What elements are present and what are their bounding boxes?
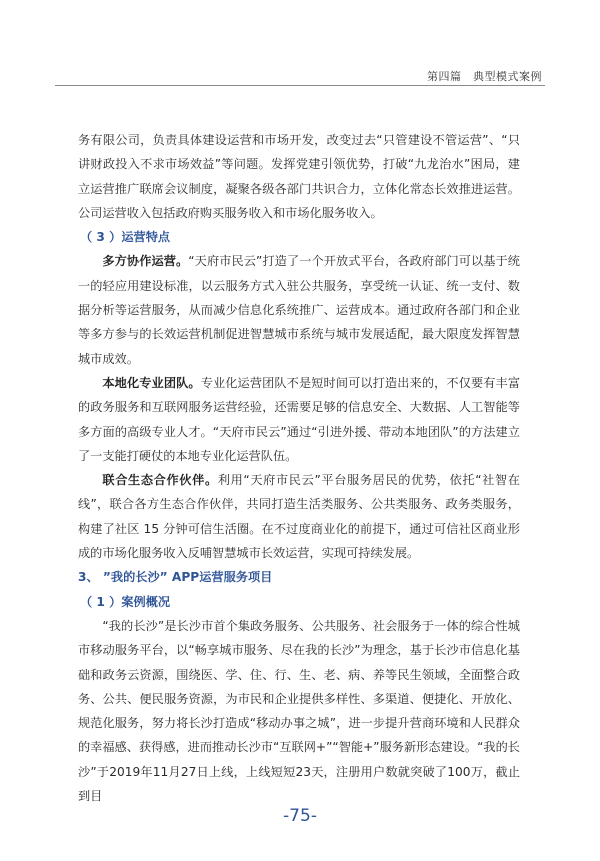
paragraph-body-ecosystem: 利用“天府市民云”平台服务居民的优势，依托“社智在线”，联合各方生态合作伙伴，共同打造生活类服务、公共类服务、政务类服务，构建了社区 15 分钟可信生活圈。在不过度商业化的前提下，通过可信社区商业形成的市场化服务收入反哺智慧城市长效运营，实现可持续发展。 — [78, 473, 520, 561]
paragraph-case-overview: “我的长沙”是长沙市首个集政务服务、公共服务、社会服务于一体的综合性城市移动服务平台，以“畅享城市服务、尽在我的长沙”为理念，基于长沙市信息化基础和政务云资源，围绕医、学、住、行、生、老、病、养等民生领域，全面整合政务、公共、便民服务资源，为市民和企业提供多样性、多渠道、便捷化、开放化、规范化服务，努力将长沙打造成“移动办事之城”，进一步提升营商环境和人民群众的幸福感、获得感，进而推动长沙市“互联网+”“智能+”服务新形态建设。“我的长沙”于2019年11月27日上线，上线短短23天，注册用户数就突破了100万，截止到目 — [78, 618, 520, 804]
paragraph-body-local-team: 专业化运营团队不是短时间可以打造出来的，不仅要有丰富的政务服务和互联网服务运营经验，还需要足够的信息安全、大数据、人工智能等多方面的高级专业人才。“天府市民云”通过“引进外援、带动本地团队”的方法建立了一支能打硬仗的本地专业化运营队伍。 — [78, 375, 521, 463]
paragraph-body-multi-party: “天府市民云”打造了一个开放式平台，各政府部门可以基于统一的轻应用建设标准，以云服务方式入驻公共服务，享受统一认证、统一支付、数据分析等运营服务，从而减少信息化系统推广、运营成本。通过政府各部门和企业等多方参与的长效运营机制促进智慧城市系统与城市发展适配，最大限度发挥智慧城市成效。 — [78, 254, 520, 366]
paragraph-multi-party — [78, 249, 520, 370]
header-divider — [55, 85, 545, 86]
main-content — [78, 128, 520, 808]
paragraph-continuation: 务有限公司，负责具体建设运营和市场开发，改变过去“只管建设不管运营”、“只讲财政投入不求市场效益”等问题。发挥党建引领优势，打破“九龙治水”困局，建立运营推广联席会议制度，凝聚各级各部门共识合力，立体化常态长效推进运营。公司运营收入包括政府购买服务收入和市场化服务收入。 — [78, 133, 520, 220]
section-heading-case-overview: （ 1 ）案例概况 — [80, 594, 171, 609]
section-heading-ops-features: （ 3 ）运营特点 — [80, 230, 171, 245]
section-heading-my-changsha: 3、 ”我的长沙” APP运营服务项目 — [78, 570, 273, 585]
paragraph-local-team — [78, 371, 520, 468]
page-number: -75- — [283, 806, 317, 826]
paragraph-ecosystem — [78, 468, 520, 565]
page-header-chapter: 第四篇 典型模式案例 — [427, 70, 542, 83]
paragraph-lead-ecosystem: 联合生态合作伙伴。 — [102, 473, 218, 488]
paragraph-lead-multi-party: 多方协作运营。 — [102, 254, 189, 269]
paragraph-lead-local-team: 本地化专业团队。 — [102, 375, 201, 390]
